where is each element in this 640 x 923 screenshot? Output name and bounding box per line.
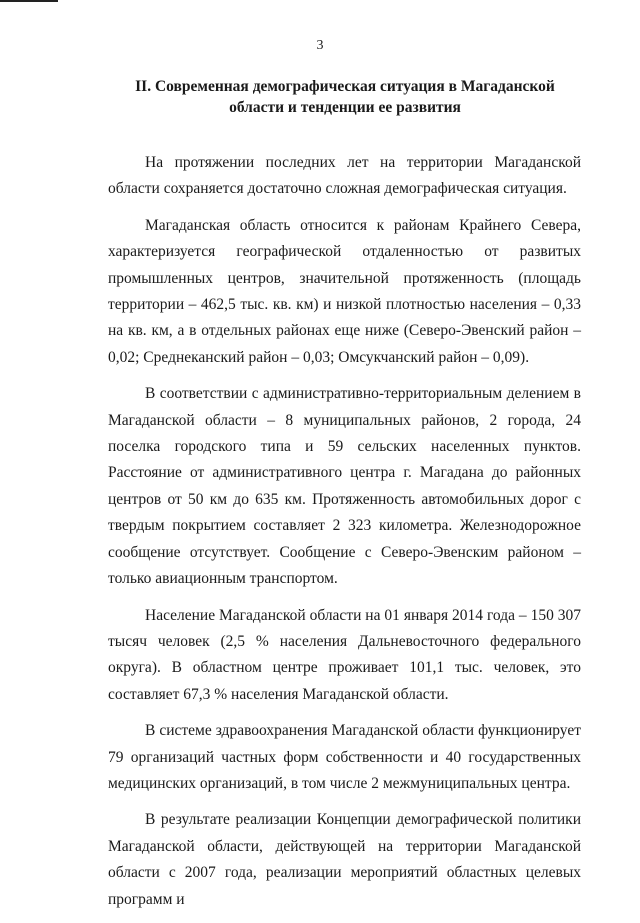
paragraph-1: На протяжении последних лет на территории Магаданской области сохраняется достаточно сложная демографическая ситуация. xyxy=(108,154,581,198)
paragraph-3: В соответствии с административно-территориальным делением в Магаданской области – 8 муниципальных районов, 2 города, 24 поселка городского типа и 59 сельских населенных пунктов. Расстояние от административного центра г. Магадана до районных центров от 50 км до 635 км. Протяженность автомобильных дорог с твердым покрытием составляет 2 323 километра. Железнодорожное сообщение отсутствует. Сообщение с Северо-Эвенским районом – только авиационным транспортом. xyxy=(108,385,581,588)
document-body xyxy=(108,150,581,923)
section-heading: II. Современная демографическая ситуация в Магаданской области и тенденции ее развития xyxy=(135,78,555,116)
paragraph-2: Магаданская область относится к районам Крайнего Севера, характеризуется географической отдаленностью от развитых промышленных центров, значительной протяженность (площадь территории – 462,5 тыс. кв. км) и низкой плотностью населения – 0,33 на кв. км, а в отдельных районах еще ниже (Северо-Эвенский район – 0,02; Среднеканский район – 0,03; Омсукчанский район – 0,09). xyxy=(108,216,581,366)
corner-scan-mark xyxy=(0,0,58,2)
paragraph-6: В результате реализации Концепции демографической политики Магаданской области, действующей на территории Магаданской области с 2007 года, реализации мероприятий областных целевых программ и xyxy=(108,811,581,908)
page-number: 3 xyxy=(316,38,324,53)
paragraph-4: Население Магаданской области на 01 января 2014 года – 150 307 тысяч человек (2,5 % населения Дальневосточного федерального округа). В областном центре проживает 101,1 тыс. человек, это составляет 67,3 % населения Магаданской области. xyxy=(108,606,581,703)
paragraph-5: В системе здравоохранения Магаданской области функционирует 79 организаций частных форм собственности и 40 государственных медицинских организаций, в том числе 2 межмуниципальных центра. xyxy=(108,722,581,792)
